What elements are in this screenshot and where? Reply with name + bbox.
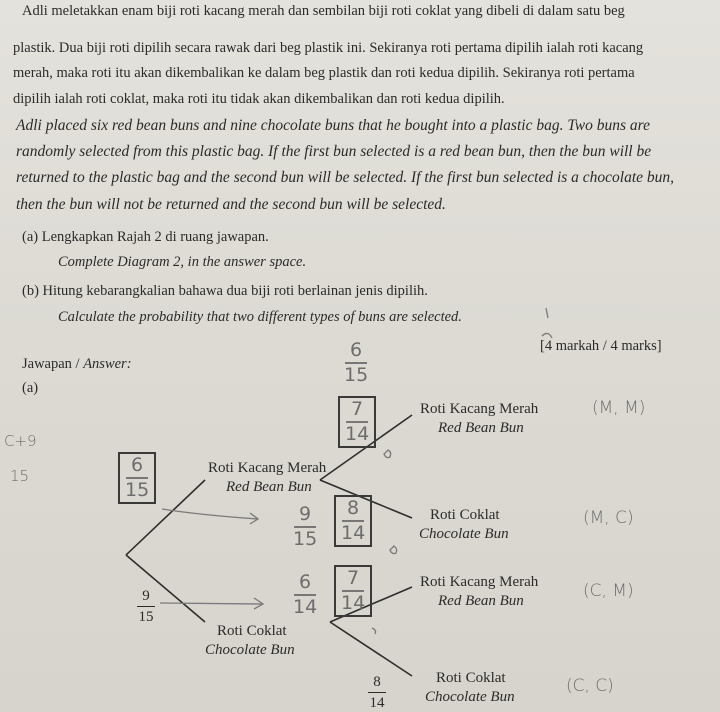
question-english-line-3: returned to the plastic bag and the second bun will be selected. If the first bun selected is a chocolate bun, [16, 169, 675, 186]
answer-box-first-red[interactable]: 6 15 [118, 452, 156, 504]
question-malay-line-3: merah, maka roti itu akan dikembalikan ke dalam beg plastik dan roti kedua dipilih. Sekiranya roti pertama [13, 65, 635, 81]
label-first-red-malay: Roti Kacang Merah [208, 460, 327, 476]
handwritten-fraction-top: 6 15 [344, 339, 369, 386]
question-english-line-4: then the bun will not be returned and the second bun will be selected. [16, 196, 446, 213]
answer-box-chocolate-red[interactable]: 7 14 [334, 565, 372, 617]
label-cr-malay: Roti Kacang Merah [420, 574, 539, 590]
marks-label: [4 markah / 4 marks] [540, 338, 662, 354]
question-english-line-2: randomly selected from this plastic bag. If the first bun selected is a red bean bun, then the bun will be [16, 143, 652, 160]
label-cc-malay: Roti Coklat [436, 670, 506, 686]
label-rc-malay: Roti Coklat [430, 507, 500, 523]
printed-probability-chocolate-chocolate: 8 14 [369, 674, 385, 712]
answer-box-red-red[interactable]: 7 14 [338, 396, 376, 448]
outcome-cc: (C, C) [566, 676, 614, 696]
part-b-english: Calculate the probability that two different types of buns are selected. [58, 309, 462, 325]
handwritten-fraction-9-15: 9 15 [293, 503, 318, 550]
label-first-red-english: Red Bean Bun [226, 479, 312, 495]
handwritten-fraction-6-14: 6 14 [293, 571, 318, 618]
label-rr-malay: Roti Kacang Merah [420, 401, 539, 417]
question-malay-line-2: plastik. Dua biji roti dipilih secara rawak dari beg plastik ini. Sekiranya roti pertama dipilih ialah roti kacang [13, 40, 644, 56]
outcome-mc: (M, C) [583, 508, 634, 528]
side-note-top: C+9 [4, 432, 37, 450]
question-malay-line-4: dipilih ialah roti coklat, maka roti itu tidak akan dikembalikan dan roti kedua dipilih. [13, 91, 505, 107]
question-malay-line-1: Adli meletakkan enam biji roti kacang merah dan sembilan biji roti coklat yang dibeli di dalam satu beg [22, 3, 625, 19]
printed-probability-chocolate-first: 9 15 [138, 588, 154, 626]
part-a-malay: (a) Lengkapkan Rajah 2 di ruang jawapan. [22, 229, 269, 245]
label-cr-english: Red Bean Bun [438, 593, 524, 609]
question-english-line-1: Adli placed six red bean buns and nine chocolate buns that he bought into a plastic bag. Two buns are [16, 117, 651, 134]
label-cc-english: Chocolate Bun [425, 689, 515, 705]
outcome-cm: (C, M) [583, 581, 634, 601]
part-a-english: Complete Diagram 2, in the answer space. [58, 254, 307, 270]
answer-part-label: (a) [22, 380, 39, 396]
label-first-chocolate-english: Chocolate Bun [205, 642, 295, 658]
answer-heading: Jawapan / Answer: [22, 356, 132, 372]
label-rr-english: Red Bean Bun [438, 420, 524, 436]
side-note-bottom: 15 [10, 467, 30, 485]
part-b-malay: (b) Hitung kebarangkalian bahawa dua biji roti berlainan jenis dipilih. [22, 283, 428, 299]
outcome-mm: (M, M) [592, 398, 646, 418]
answer-box-red-chocolate[interactable]: 8 14 [334, 495, 372, 547]
label-rc-english: Chocolate Bun [419, 526, 509, 542]
label-first-chocolate-malay: Roti Coklat [217, 623, 287, 639]
